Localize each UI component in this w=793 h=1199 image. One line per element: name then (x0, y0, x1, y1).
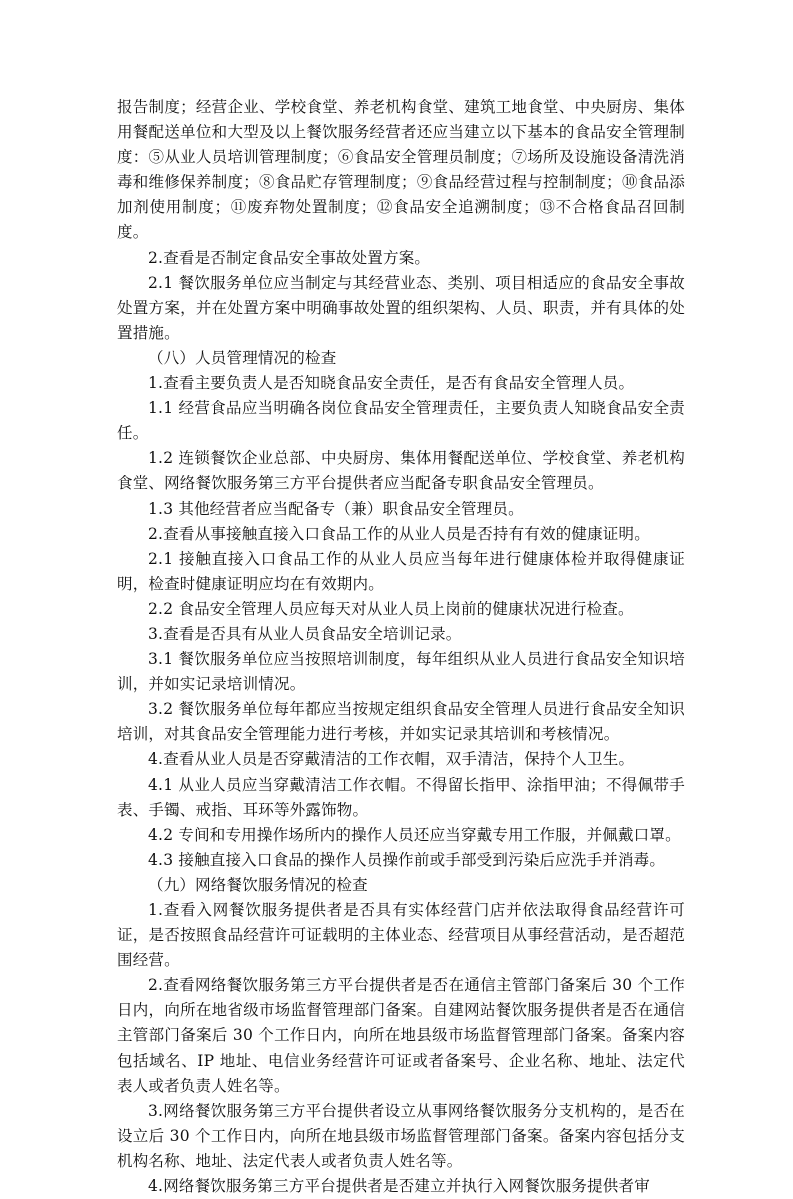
paragraph-item-3: 3.查看是否具有从业人员食品安全培训记录。 (148, 624, 462, 643)
paragraph-item-4-1: 4.1 从业人员应当穿戴清洁工作衣帽。不得留长指甲、涂指甲油；不得佩带手表、手镯、戒指、耳环等外露饰物。 (117, 775, 685, 819)
paragraph-item-2-2-health: 2.2 食品安全管理人员应每天对从业人员上岗前的健康状况进行检查。 (148, 599, 634, 618)
paragraph-item-4-2: 4.2 专间和专用操作场所内的操作人员还应当穿戴专用工作服，并佩戴口罩。 (148, 825, 681, 844)
paragraph-item-1: 1.查看主要负责人是否知晓食品安全责任，是否有食品安全管理人员。 (148, 374, 635, 393)
paragraph-item-4: 4.查看从业人员是否穿戴清洁的工作衣帽，双手清洁，保持个人卫生。 (148, 750, 635, 769)
paragraph-item-2-1: 2.1 餐饮服务单位应当制定与其经营业态、类别、项目相适应的食品安全事故处置方案，并在处置方案中明确事故处置的组织架构、人员、职责，并有具体的处置措施。 (117, 273, 685, 342)
paragraph-item-1-3: 1.3 其他经营者应当配备专（兼）职食品安全管理员。 (148, 499, 524, 518)
paragraph-online-item-3: 3.网络餐饮服务第三方平台提供者设立从事网络餐饮服务分支机构的，是否在设立后 30 个工作日内，向所在地县级市场监督管理部门备案。备案内容包括分支机构名称、地址、法定代表人或者负责人姓名等。 (117, 1101, 685, 1170)
document-page (117, 95, 685, 1199)
section-heading-personnel-management: （八）人员管理情况的检查 (148, 348, 337, 367)
paragraph-item-2: 2.查看是否制定食品安全事故处置方案。 (148, 248, 431, 267)
paragraph-item-3-2: 3.2 餐饮服务单位每年都应当按规定组织食品安全管理人员进行食品安全知识培训，对其食品安全管理能力进行考核，并如实记录其培训和考核情况。 (117, 700, 685, 744)
paragraph-online-item-2: 2.查看网络餐饮服务第三方平台提供者是否在通信主管部门备案后 30 个工作日内，向所在地省级市场监督管理部门备案。自建网站餐饮服务提供者是否在通信主管部门备案后 30 个工作日内，向所在地县级市场监督管理部门备案。备案内容包括域名、IP 地址、电信业务经营许可证或者备案号、企业名称、地址、法定代表人或者负责人姓名等。 (117, 976, 685, 1095)
paragraph-item-4-3: 4.3 接触直接入口食品的操作人员操作前或手部受到污染后应洗手并消毒。 (148, 850, 666, 869)
paragraph-item-2-health: 2.查看从事接触直接入口食品工作的从业人员是否持有有效的健康证明。 (148, 524, 650, 543)
paragraph-item-3-1: 3.1 餐饮服务单位应当按照培训制度，每年组织从业人员进行食品安全知识培训，并如实记录培训情况。 (117, 650, 685, 694)
paragraph-item-2-1-health: 2.1 接触直接入口食品工作的从业人员应当每年进行健康体检并取得健康证明，检查时健康证明应均在有效期内。 (117, 549, 685, 593)
paragraph-item-1-1: 1.1 经营食品应当明确各岗位食品安全管理责任，主要负责人知晓食品安全责任。 (117, 399, 685, 443)
paragraph-online-item-4: 4.网络餐饮服务第三方平台提供者是否建立并执行入网餐饮服务提供者审 (148, 1177, 650, 1196)
section-heading-online-catering: （九）网络餐饮服务情况的检查 (148, 875, 368, 894)
paragraph-item-1-2: 1.2 连锁餐饮企业总部、中央厨房、集体用餐配送单位、学校食堂、养老机构食堂、网络餐饮服务第三方平台提供者应当配备专职食品安全管理员。 (117, 449, 685, 493)
paragraph-continued-management-systems: 报告制度；经营企业、学校食堂、养老机构食堂、建筑工地食堂、中央厨房、集体用餐配送单位和大型及以上餐饮服务经营者还应当建立以下基本的食品安全管理制度：⑤从业人员培训管理制度；⑥食品安全管理员制度；⑦场所及设施设备清洗消毒和维修保养制度；⑧食品贮存管理制度；⑨食品经营过程与控制制度；⑩食品添加剂使用制度；⑪废弃物处置制度；⑫食品安全追溯制度；⑬不合格食品召回制度。 (117, 98, 685, 242)
paragraph-online-item-1: 1.查看入网餐饮服务提供者是否具有实体经营门店并依法取得食品经营许可证，是否按照食品经营许可证载明的主体业态、经营项目从事经营活动，是否超范围经营。 (117, 901, 685, 970)
